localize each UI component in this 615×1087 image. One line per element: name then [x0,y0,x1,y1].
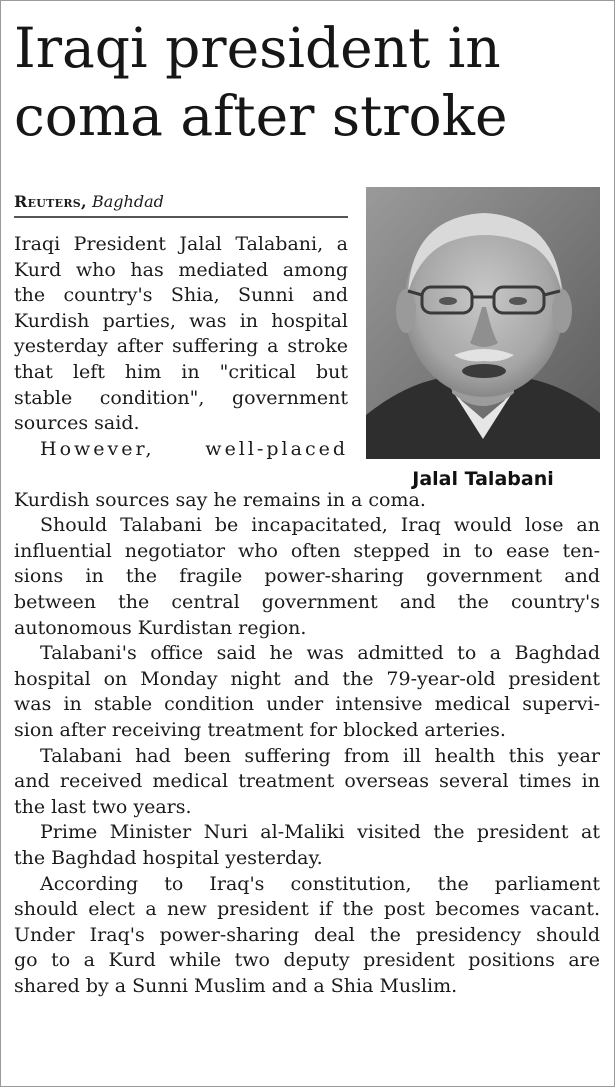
byline-agency: Reuters, [14,192,87,211]
body-line: Kurd who has mediated among [14,258,348,281]
body-line: was in stable condition under intensive medical supervi- [14,693,600,716]
headline-line-1: Iraqi president in [14,16,501,80]
body-line: yesterday after suffering a stroke [14,335,348,358]
article-body-narrow [14,232,348,462]
body-line: that left him in "critical but [14,360,348,383]
body-line: influential negotiator who often stepped in to ease ten- [14,539,600,562]
body-line: shared by a Sunni Muslim and a Shia Muslim. [14,974,458,997]
headline-line-2: coma after stroke [14,84,508,148]
article-body-wide [14,462,600,999]
body-line: should elect a new president if the post becomes vacant. [14,898,600,921]
body-line: Prime Minister Nuri al-Maliki visited the president at [40,821,600,844]
body-line: Should Talabani be incapacitated, Iraq would lose an [40,514,600,537]
body-line: sion after receiving treatment for blocked arteries. [14,718,506,741]
headline [14,14,604,150]
body-line: Under Iraq's power-sharing deal the presidency should [14,923,600,946]
body-line: Kurdish parties, was in hospital [14,309,348,332]
body-line: hospital on Monday night and the 79-year-old president [14,667,600,690]
body-line: Talabani's office said he was admitted to a Baghdad [40,642,600,665]
body-line: However, well-placed [40,437,348,460]
body-line: Kurdish sources say he remains in a coma. [14,488,426,511]
body-line: Iraqi President Jalal Talabani, a [14,233,348,255]
body-line: go to a Kurd while two deputy president positions are [14,949,600,972]
body-line: sources said. [14,412,140,435]
body-line: between the central government and the country's [14,590,600,613]
body-line: sions in the fragile power-sharing government and [14,565,600,588]
body-line: autonomous Kurdistan region. [14,616,307,639]
portrait-photo [366,187,600,459]
photo-caption: Jalal Talabani [412,468,554,490]
body-line: the Baghdad hospital yesterday. [14,846,323,869]
body-line: stable condition", government [14,386,348,409]
byline [14,192,348,218]
body-line: According to Iraq's constitution, the parliament [40,872,600,895]
body-line: the country's Shia, Sunni and [14,284,348,307]
body-line: and received medical treatment overseas several times in [14,770,600,793]
byline-dateline: Baghdad [92,192,164,211]
body-line: the last two years. [14,795,192,818]
body-line: Talabani had been suffering from ill health this year [40,744,600,767]
